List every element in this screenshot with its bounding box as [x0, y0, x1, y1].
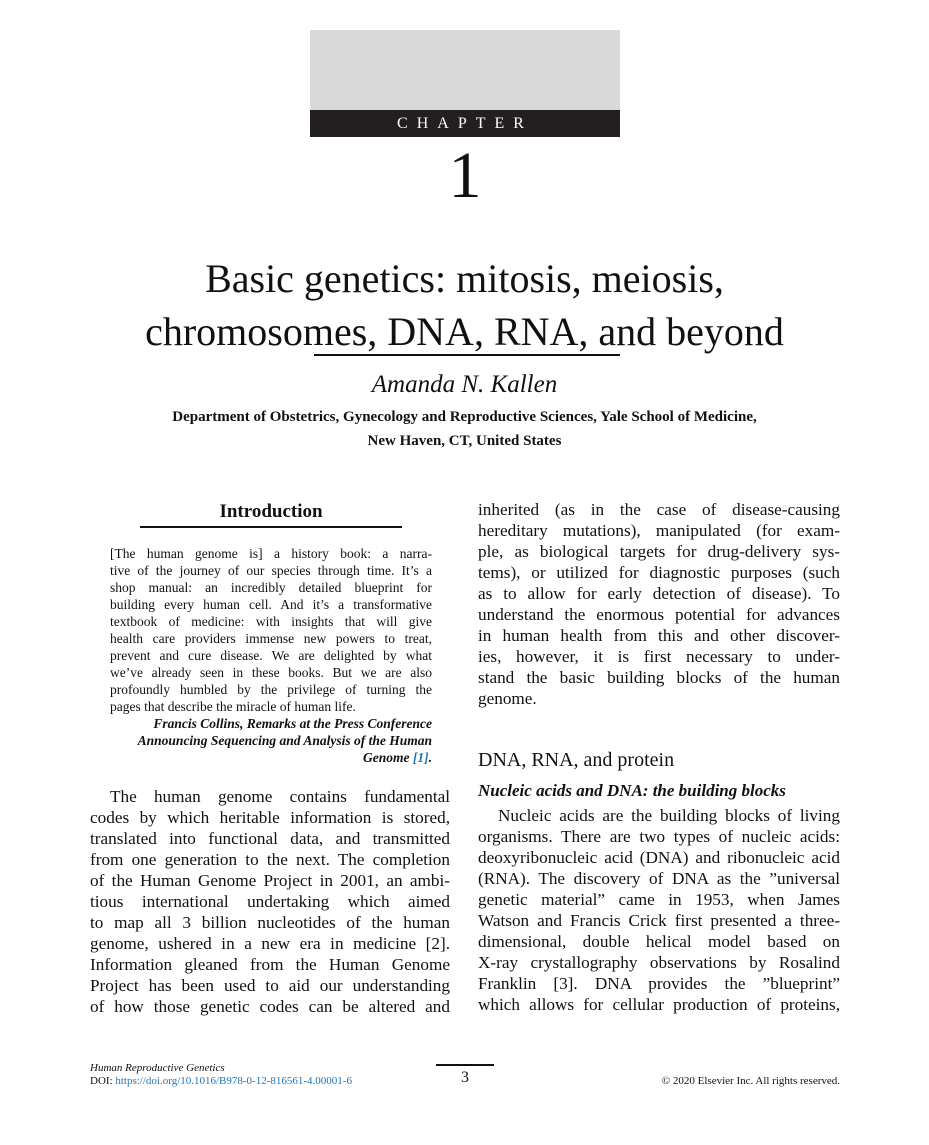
body-line: Information gleaned from the Human Genome	[90, 955, 450, 974]
page-number: 3	[461, 1069, 469, 1086]
quote-attribution-line-2: Announcing Sequencing and Analysis of the Human	[137, 733, 432, 748]
body-line: Project has been used to aid our understanding	[90, 976, 450, 995]
footer-doi: DOI: https://doi.org/10.1016/B978-0-12-816561-4.00001-6	[90, 1075, 352, 1087]
quote-line: prevent and cure disease. We are delighted by what	[110, 648, 432, 663]
quote-line: we’ve already seen in these books. But we are also	[110, 665, 432, 680]
body-line: in human health from this and other discover-	[478, 626, 840, 645]
body-line: from one generation to the next. The completion	[90, 850, 450, 869]
body-line: organisms. There are two types of nucleic acids:	[478, 827, 840, 846]
body-line: genetic material” came in 1953, when James	[478, 890, 840, 909]
page-number-rule	[436, 1064, 494, 1066]
chapter-title	[60, 252, 869, 358]
doi-link[interactable]: https://doi.org/10.1016/B978-0-12-816561-4.00001-6	[115, 1075, 352, 1087]
body-line: dimensional, double helical model based on	[478, 932, 840, 951]
body-line: understand the enormous potential for advances	[478, 605, 840, 624]
body-line: genome.	[478, 689, 537, 708]
body-line: hereditary mutations), manipulated (for exam-	[478, 521, 840, 540]
quote-line: tive of the journey of our species through time. It’s a	[110, 563, 432, 578]
body-line: which allows for cellular production of proteins,	[478, 995, 840, 1014]
chapter-label: CHAPTER	[310, 110, 620, 137]
subsection-heading: Nucleic acids and DNA: the building blocks	[478, 781, 786, 800]
footer-journal-title: Human Reproductive Genetics	[90, 1062, 225, 1074]
body-line: Nucleic acids are the building blocks of living	[498, 806, 840, 825]
quote-line: textbook of medicine: with insights that will give	[110, 614, 432, 629]
intro-divider	[140, 526, 402, 528]
body-line: tious international undertaking which aimed	[90, 892, 450, 911]
title-line-2: chromosomes, DNA, RNA, and beyond	[145, 309, 784, 354]
affiliation-line-2: New Haven, CT, United States	[367, 433, 562, 449]
body-line: X-ray crystallography observations by Rosalind	[478, 953, 840, 972]
body-line: The human genome contains fundamental	[110, 787, 450, 806]
quote-attribution-line-1: Francis Collins, Remarks at the Press Conference	[153, 716, 432, 731]
body-line: genome, ushered in a new era in medicine [2].	[90, 934, 450, 953]
body-line: as to allow for early detection of disease). To	[478, 584, 840, 603]
quote-line: shop manual: an incredibly detailed blueprint for	[110, 580, 432, 595]
quote-line: health care providers immense new powers to treat,	[110, 631, 432, 646]
body-line: Franklin [3]. DNA provides the ”blueprint”	[478, 974, 840, 993]
affiliation-line-1: Department of Obstetrics, Gynecology and Reproductive Sciences, Yale School of Medicine,	[172, 409, 757, 425]
author-name: Amanda N. Kallen	[371, 371, 558, 398]
body-line: translated into functional data, and transmitted	[90, 829, 450, 848]
body-line: Watson and Francis Crick first presented a three-	[478, 911, 840, 930]
quote-line: pages that describe the miracle of human life.	[110, 699, 356, 714]
title-line-1: Basic genetics: mitosis, meiosis,	[205, 256, 724, 301]
body-line: of how those genetic codes can be altered and	[90, 997, 450, 1016]
body-line: tems), or utilized for diagnostic purposes (such	[478, 563, 840, 582]
quote-line: profoundly humbled by the privilege of turning the	[110, 682, 432, 697]
body-line: deoxyribonucleic acid (DNA) and ribonucleic acid	[478, 848, 840, 867]
body-line: inherited (as in the case of disease-causing	[478, 500, 840, 519]
quote-line: [The human genome is] a history book: a narra-	[110, 546, 432, 561]
copyright-notice: © 2020 Elsevier Inc. All rights reserved.	[661, 1075, 840, 1087]
section-heading: DNA, RNA, and protein	[478, 749, 675, 771]
body-line: stand the basic building blocks of the human	[478, 668, 840, 687]
body-line: of the Human Genome Project in 2001, an ambi-	[90, 871, 450, 890]
quote-line: building every human cell. And it’s a transformative	[110, 597, 432, 612]
body-line: to map all 3 billion nucleotides of the human	[90, 913, 450, 932]
intro-heading: Introduction	[219, 501, 323, 522]
citation-link[interactable]: [1]	[412, 750, 429, 765]
body-line: (RNA). The discovery of DNA as the ”universal	[478, 869, 840, 888]
chapter-number: 1	[448, 139, 482, 212]
chapter-header-block	[310, 30, 620, 110]
body-line: ies, however, it is first necessary to under-	[478, 647, 840, 666]
body-line: codes by which heritable information is stored,	[90, 808, 450, 827]
body-line: ple, as biological targets for drug-delivery sys-	[478, 542, 840, 561]
title-divider	[314, 354, 620, 356]
quote-attribution-line-3: Genome [1].	[363, 750, 432, 765]
